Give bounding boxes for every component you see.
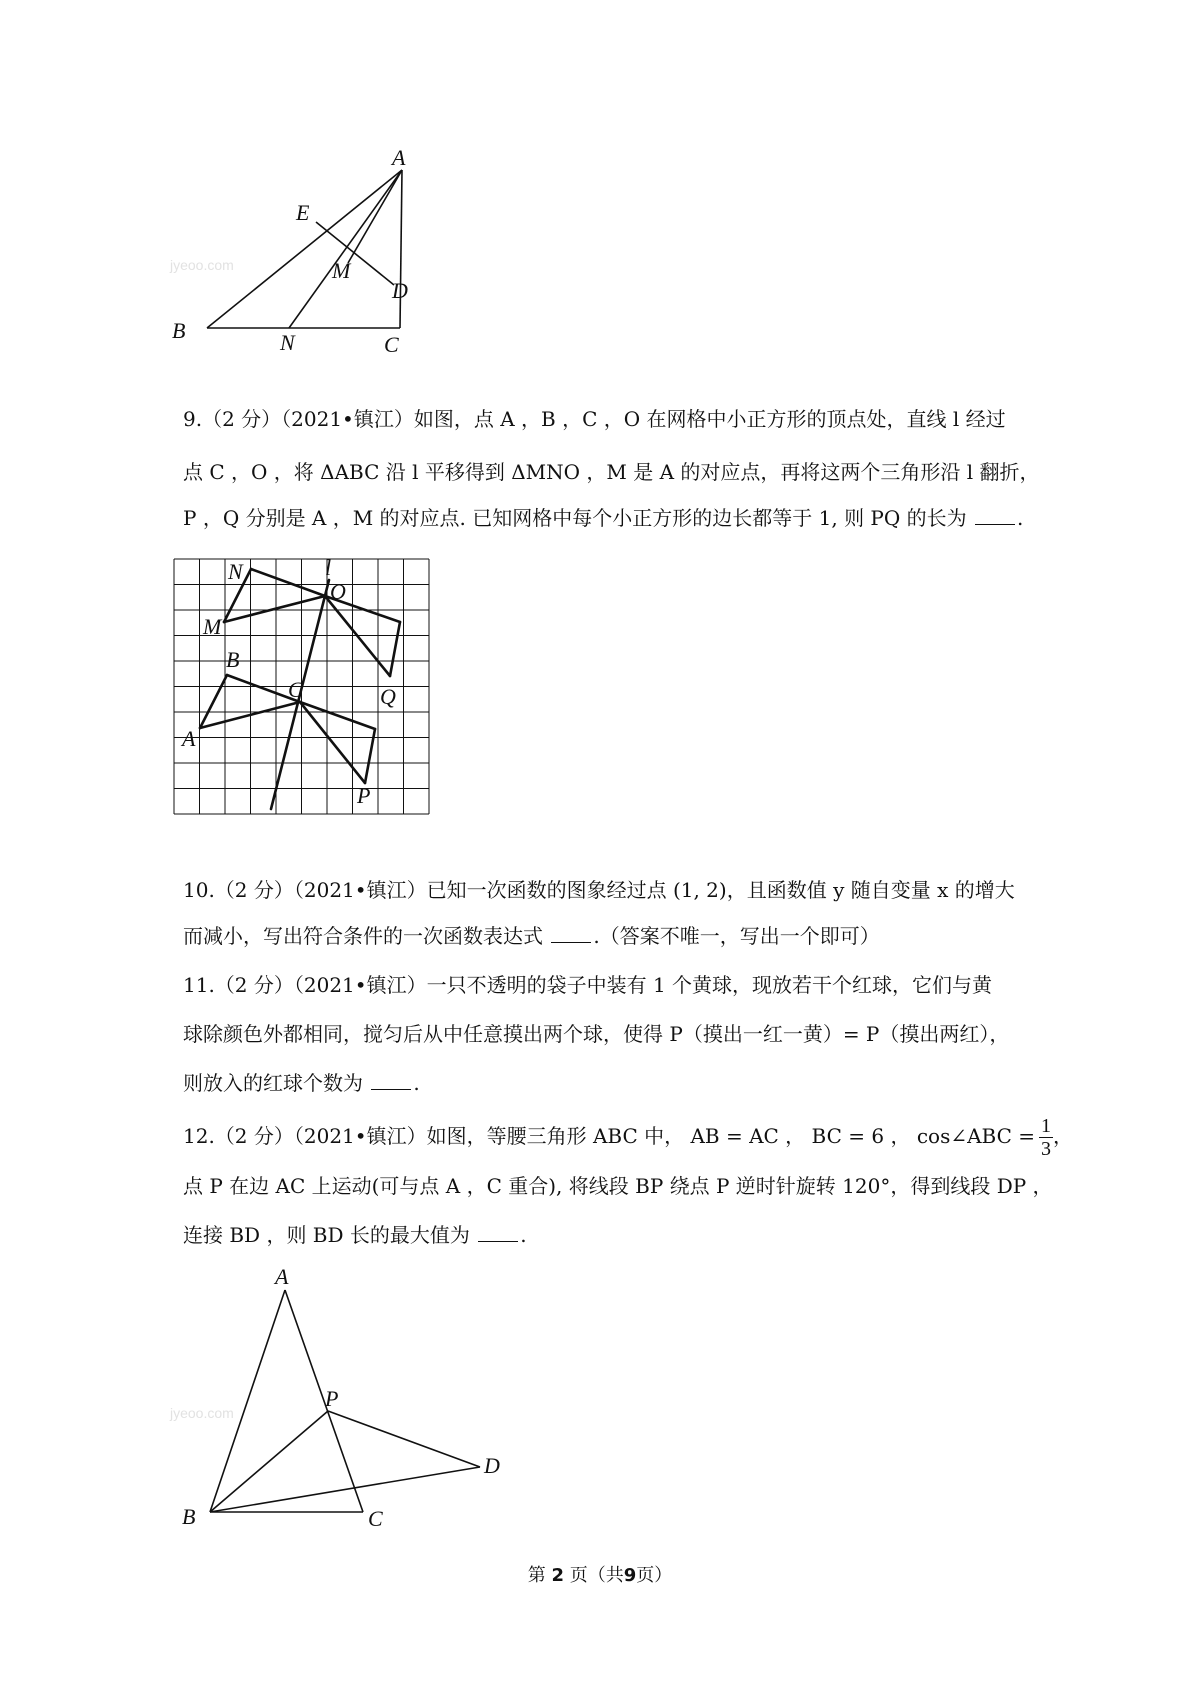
q9-line-1: 9.（2 分）（2021•镇江）如图，点 A ，B ，C ，O 在网格中小正方形的顶点处，直线 l 经过	[183, 407, 1006, 431]
q11-line-2: 球除颜色外都相同，搅匀后从中任意摸出两个球，使得 P（摸出一红一黄）= P（摸出两红），	[183, 1022, 1010, 1046]
page-total: 9	[623, 1565, 637, 1586]
q12-line-2: 点 P 在边 AC 上运动(可与点 A ，C 重合), 将线段 BP 绕点 P 逆时针旋转 120°，得到线段 DP ，	[183, 1174, 1053, 1198]
label-N: N	[280, 330, 295, 355]
answer-blank	[478, 1223, 518, 1242]
label-D: D	[484, 1453, 500, 1478]
label-P: P	[357, 783, 371, 808]
label-P: P	[325, 1386, 339, 1411]
q10-line-1: 10.（2 分）（2021•镇江）已知一次函数的图象经过点 (1, 2)，且函数值 y 随自变量 x 的增大	[183, 878, 1015, 902]
q9-line-2: 点 C ，O ，将 ΔABC 沿 l 平移得到 ΔMNO ，M 是 A 的对应点，再将这两个三角形沿 l 翻折，	[183, 460, 1040, 484]
figure-triangle-q8	[170, 145, 470, 390]
label-C: C	[288, 677, 303, 702]
label-C: C	[384, 332, 399, 357]
label-M: M	[332, 258, 351, 283]
label-B: B	[182, 1504, 196, 1529]
q11-line-1: 11.（2 分）（2021•镇江）一只不透明的袋子中装有 1 个黄球，现放若干个红球，它们与黄	[183, 973, 993, 997]
figure-triangle-q12	[170, 1265, 510, 1535]
q12-line-3a: 连接 BD ，则 BD 长的最大值为	[183, 1223, 470, 1247]
frac-numerator: 1	[1041, 1115, 1052, 1137]
label-O: O	[330, 579, 346, 604]
label-M: M	[203, 614, 222, 639]
label-A: A	[275, 1264, 289, 1289]
answer-blank	[975, 506, 1015, 525]
q10-line-2a: 而减小，写出符合条件的一次函数表达式	[183, 924, 543, 948]
q12-line-3b: .	[520, 1223, 527, 1247]
page-footer	[0, 1561, 1200, 1587]
figure-grid-q9	[170, 555, 480, 855]
answer-blank	[551, 924, 591, 943]
label-Q: Q	[380, 684, 396, 709]
label-N: N	[228, 559, 243, 584]
q9-end: .	[1017, 506, 1024, 530]
q11-line-3b: .	[413, 1071, 420, 1095]
q12-line-1-text: 12.（2 分）（2021•镇江）如图，等腰三角形 ABC 中， AB = AC ， BC = 6 ， cos∠ABC =	[183, 1124, 1036, 1148]
q9-line-3	[183, 505, 1023, 531]
q12-line-1	[183, 1112, 1073, 1160]
label-A: A	[392, 145, 406, 170]
label-C: C	[368, 1506, 383, 1531]
watermark: jyeoo.com	[170, 1405, 234, 1421]
q12-line-3	[183, 1222, 527, 1248]
label-B: B	[172, 318, 186, 343]
fraction-one-third	[1039, 1115, 1053, 1160]
label-A: A	[182, 726, 196, 751]
page-number: 2	[551, 1565, 564, 1586]
watermark: jyeoo.com	[170, 257, 234, 273]
q11-line-3a: 则放入的红球个数为	[183, 1071, 363, 1095]
label-E: E	[296, 200, 310, 225]
footer-middle: 页（共	[569, 1565, 624, 1586]
q10-line-2	[183, 923, 880, 949]
q10-line-2b: .（答案不唯一，写出一个即可）	[593, 924, 880, 948]
frac-denominator: 3	[1041, 1138, 1052, 1160]
q11-line-3	[183, 1070, 420, 1096]
q9-line-3-text: P ，Q 分别是 A ，M 的对应点. 已知网格中每个小正方形的边长都等于 1, 则 PQ 的长为	[183, 506, 967, 530]
label-l: l	[325, 555, 332, 580]
q12-line-1-end: ，	[1053, 1124, 1074, 1148]
footer-prefix: 第	[527, 1565, 546, 1586]
label-B: B	[226, 647, 240, 672]
label-D: D	[392, 278, 408, 303]
footer-suffix: 页）	[636, 1565, 673, 1586]
answer-blank	[371, 1071, 411, 1090]
